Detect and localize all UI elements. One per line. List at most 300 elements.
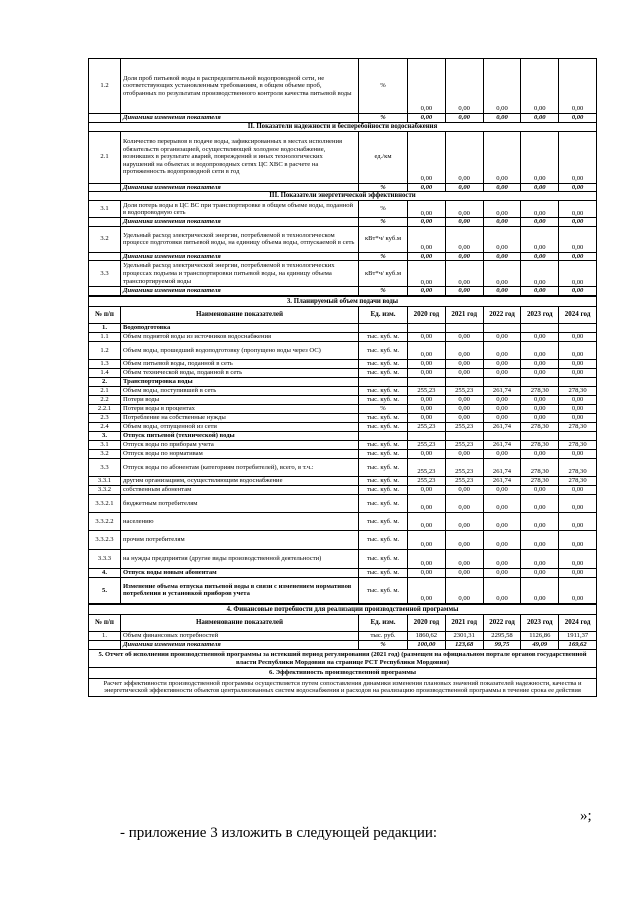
indicator-name: собственным абонентам (121, 485, 359, 494)
indicators-table (88, 58, 597, 296)
col-year-header: 2024 год (559, 306, 597, 323)
value-cell: 0,00 (445, 413, 483, 422)
empty-cell (521, 431, 559, 440)
value-cell: 0,00 (445, 59, 483, 114)
indicator-name: Отпуск воды по абонентам (категориям потребителей), всего, в т.ч.: (121, 458, 359, 476)
empty-cell (89, 114, 121, 123)
value-cell: 0,00 (521, 395, 559, 404)
unit-cell: тыс. куб. м. (359, 422, 408, 431)
value-cell: 0,00 (559, 59, 597, 114)
value-cell: 0,00 (483, 261, 521, 287)
group-heading-row (89, 431, 597, 440)
value-cell: 0,00 (445, 494, 483, 512)
value-cell: 278,30 (521, 440, 559, 449)
value-cell: 2295,58 (483, 631, 521, 640)
value-cell: 0,00 (559, 568, 597, 577)
row-number: 3.3.1 (89, 476, 121, 485)
value-cell: 0,00 (445, 404, 483, 413)
value-cell: 0,00 (483, 131, 521, 183)
empty-cell (445, 431, 483, 440)
indicator-name: Доля проб питьевой воды в распределительной водопроводной сети, не соответствующих установленным требованиям, в общем объеме проб, отобранных по результатам производственного контроля качества питьевой воды (121, 59, 359, 114)
row-number: 1.2 (89, 59, 121, 114)
dynamics-label: Динамика изменения показателя (121, 287, 359, 296)
value-cell: 0,00 (408, 494, 446, 512)
row-number: 3. (89, 431, 121, 440)
value-cell: 278,30 (559, 476, 597, 485)
dynamics-label: Динамика изменения показателя (121, 218, 359, 227)
unit-cell: тыс. куб. м. (359, 568, 408, 577)
value-cell: 0,00 (408, 218, 446, 227)
table-row (89, 476, 597, 485)
value-cell: 0,00 (483, 404, 521, 413)
value-cell: 0,00 (445, 485, 483, 494)
unit-cell: тыс. куб. м. (359, 549, 408, 568)
value-cell: 0,00 (408, 359, 446, 368)
table-row (89, 530, 597, 549)
table-row (89, 577, 597, 603)
unit-cell: % (359, 287, 408, 296)
unit-cell: кВт*ч/ куб.м (359, 261, 408, 287)
empty-cell (521, 377, 559, 386)
value-cell: 0,00 (408, 287, 446, 296)
indicator-name: Отпуск воды по приборам учета (121, 440, 359, 449)
value-cell: 0,00 (483, 494, 521, 512)
col-name-header: Наименование показателей (121, 306, 359, 323)
value-cell: 0,00 (521, 287, 559, 296)
value-cell: 0,00 (559, 404, 597, 413)
value-cell: 0,00 (483, 287, 521, 296)
dynamics-row (89, 640, 597, 649)
value-cell: 0,00 (445, 577, 483, 603)
value-cell: 0,00 (445, 252, 483, 261)
value-cell: 261,74 (483, 386, 521, 395)
value-cell: 0,00 (559, 183, 597, 192)
group-name: Отпуск питьевой (технической) воды (121, 431, 359, 440)
row-number: 3.3.3 (89, 549, 121, 568)
unit-cell: % (359, 59, 408, 114)
row-number: 1.2 (89, 341, 121, 359)
value-cell: 278,30 (559, 422, 597, 431)
value-cell: 0,00 (408, 549, 446, 568)
unit-cell: кВт*ч/ куб.м (359, 226, 408, 252)
value-cell: 0,00 (483, 114, 521, 123)
row-number: 4. (89, 568, 121, 577)
dynamics-label: Динамика изменения показателя (121, 183, 359, 192)
group-name: Транспортировка воды (121, 377, 359, 386)
indicator-name: Потери воды в процентах (121, 404, 359, 413)
row-number: 2. (89, 377, 121, 386)
table-row (89, 131, 597, 183)
table-row (89, 226, 597, 252)
group-name: Водоподготовка (121, 323, 359, 332)
section-title: II. Показатели надежности и бесперебойности водоснабжения (89, 122, 597, 131)
col-unit-header: Ед. изм. (359, 306, 408, 323)
unit-cell: тыс. куб. м. (359, 494, 408, 512)
value-cell: 99,75 (483, 640, 521, 649)
empty-cell (445, 377, 483, 386)
value-cell: 0,00 (445, 332, 483, 341)
indicator-name: населению (121, 512, 359, 530)
indicator-name: Отпуск воды новым абонентам (121, 568, 359, 577)
value-cell: 0,00 (445, 114, 483, 123)
value-cell: 278,30 (559, 440, 597, 449)
unit-cell: тыс. куб. м. (359, 476, 408, 485)
unit-cell: тыс. куб. м. (359, 577, 408, 603)
value-cell: 0,00 (483, 332, 521, 341)
unit-cell: тыс. куб. м. (359, 458, 408, 476)
row-number: 1.4 (89, 368, 121, 377)
empty-cell (445, 323, 483, 332)
table-row (89, 494, 597, 512)
empty-cell (483, 377, 521, 386)
empty-cell (408, 431, 446, 440)
unit-cell: % (359, 114, 408, 123)
value-cell: 0,00 (408, 131, 446, 183)
col-name-header: Наименование показателей (121, 614, 359, 631)
value-cell: 0,00 (521, 59, 559, 114)
value-cell: 0,00 (483, 218, 521, 227)
section-heading (89, 192, 597, 201)
empty-cell (559, 377, 597, 386)
value-cell: 0,00 (408, 449, 446, 458)
indicator-name: Отпуск воды по нормативам (121, 449, 359, 458)
value-cell: 123,68 (445, 640, 483, 649)
unit-cell: % (359, 183, 408, 192)
value-cell: 0,00 (445, 359, 483, 368)
dynamics-row (89, 218, 597, 227)
value-cell: 0,00 (445, 395, 483, 404)
unit-cell: тыс. куб. м. (359, 485, 408, 494)
value-cell: 0,00 (445, 218, 483, 227)
section-heading (89, 122, 597, 131)
value-cell: 0,00 (483, 252, 521, 261)
value-cell: 0,00 (483, 368, 521, 377)
value-cell: 0,00 (559, 577, 597, 603)
value-cell: 0,00 (521, 218, 559, 227)
value-cell: 0,00 (445, 131, 483, 183)
value-cell: 1860,62 (408, 631, 446, 640)
indicator-name: Удельный расход электрической энергии, потребляемой в технологических процессах подъема и транспортировки питьевой воды, на единицу объема транспортируемой воды (121, 261, 359, 287)
table-row (89, 201, 597, 218)
unit-cell: тыс. руб. (359, 631, 408, 640)
value-cell: 0,00 (559, 252, 597, 261)
value-cell: 0,00 (559, 368, 597, 377)
value-cell: 278,30 (521, 422, 559, 431)
table-header (89, 614, 597, 631)
unit-cell: тыс. куб. м. (359, 368, 408, 377)
value-cell: 0,00 (483, 226, 521, 252)
value-cell: 255,23 (408, 422, 446, 431)
row-number: 3.3.2.3 (89, 530, 121, 549)
indicator-name: прочим потребителям (121, 530, 359, 549)
unit-cell: тыс. куб. м. (359, 386, 408, 395)
value-cell: 0,00 (559, 201, 597, 218)
unit-cell: % (359, 640, 408, 649)
value-cell: 0,00 (559, 449, 597, 458)
value-cell: 0,00 (483, 359, 521, 368)
unit-cell: тыс. куб. м. (359, 440, 408, 449)
value-cell: 278,30 (521, 476, 559, 485)
value-cell: 0,00 (521, 577, 559, 603)
value-cell: 0,00 (445, 261, 483, 287)
value-cell: 255,23 (408, 458, 446, 476)
value-cell: 0,00 (521, 494, 559, 512)
indicator-name: Удельный расход электрической энергии, потребляемой в технологическом процессе подготовки питьевой воды, на единицу объема воды, отпускаемой в сеть (121, 226, 359, 252)
col-num-header: № п/п (89, 614, 121, 631)
dynamics-label: Динамика изменения показателя (121, 114, 359, 123)
amendment-line: - приложение 3 изложить в следующей редакции: (120, 825, 438, 841)
table-row (89, 404, 597, 413)
value-cell: 0,00 (559, 332, 597, 341)
value-cell: 0,00 (483, 395, 521, 404)
unit-cell: тыс. куб. м. (359, 359, 408, 368)
empty-cell (559, 323, 597, 332)
value-cell: 0,00 (559, 114, 597, 123)
dynamics-label: Динамика изменения показателя (121, 640, 359, 649)
empty-cell (483, 431, 521, 440)
efficiency-text: Расчет эффективности производственной программы осуществляется путем сопоставления динамики изменения плановых значений показателей надежности, качества и энергетической эффективности объектов централизованных систем водоснабжения и расходов на реализацию производственной программы в течение срока ее действия (89, 678, 597, 696)
row-number: 3.3 (89, 458, 121, 476)
row-number: 2.2.1 (89, 404, 121, 413)
value-cell: 0,00 (408, 404, 446, 413)
value-cell: 0,00 (521, 368, 559, 377)
value-cell: 0,00 (521, 568, 559, 577)
table-header (89, 306, 597, 323)
value-cell: 0,00 (521, 332, 559, 341)
value-cell: 0,00 (408, 59, 446, 114)
value-cell: 255,23 (408, 440, 446, 449)
indicator-name: Доля потерь воды в ЦС ВС при транспортировке в общем объеме воды, поданной в водопроводную сеть (121, 201, 359, 218)
value-cell: 0,00 (521, 131, 559, 183)
empty-cell (89, 640, 121, 649)
value-cell: 1911,37 (559, 631, 597, 640)
value-cell: 0,00 (559, 287, 597, 296)
value-cell: 0,00 (521, 449, 559, 458)
table-row (89, 395, 597, 404)
value-cell: 100,00 (408, 640, 446, 649)
table-row (89, 631, 597, 640)
value-cell: 0,00 (521, 341, 559, 359)
indicator-name: Объем финансовых потребностей (121, 631, 359, 640)
col-year-header: 2024 год (559, 614, 597, 631)
water-supply-volume-title: 3. Планируемый объем подачи воды (89, 296, 597, 306)
value-cell: 0,00 (408, 368, 446, 377)
row-number: 1.3 (89, 359, 121, 368)
value-cell: 0,00 (483, 577, 521, 603)
indicator-name: Объем воды, поступившей в сеть (121, 386, 359, 395)
value-cell: 0,00 (408, 530, 446, 549)
value-cell: 0,00 (483, 549, 521, 568)
indicator-name: Объем воды, отпущенной из сети (121, 422, 359, 431)
value-cell: 261,74 (483, 422, 521, 431)
indicator-name: Потери воды (121, 395, 359, 404)
dynamics-row (89, 114, 597, 123)
value-cell: 255,23 (445, 440, 483, 449)
row-number: 3.2 (89, 449, 121, 458)
value-cell: 0,00 (445, 183, 483, 192)
empty-cell (483, 323, 521, 332)
row-number: 5. (89, 577, 121, 603)
table-row (89, 549, 597, 568)
value-cell: 0,00 (521, 261, 559, 287)
unit-cell: тыс. куб. м. (359, 413, 408, 422)
value-cell: 0,00 (521, 485, 559, 494)
unit-cell: ед./км (359, 131, 408, 183)
value-cell: 278,30 (521, 386, 559, 395)
value-cell: 278,30 (559, 386, 597, 395)
value-cell: 0,00 (559, 530, 597, 549)
dynamics-row (89, 183, 597, 192)
value-cell: 255,23 (408, 386, 446, 395)
value-cell: 0,00 (408, 577, 446, 603)
row-number: 1. (89, 631, 121, 640)
unit-cell: тыс. куб. м. (359, 449, 408, 458)
value-cell: 2301,31 (445, 631, 483, 640)
value-cell: 0,00 (521, 201, 559, 218)
value-cell: 0,00 (445, 449, 483, 458)
value-cell: 0,00 (521, 404, 559, 413)
value-cell: 0,00 (483, 530, 521, 549)
value-cell: 0,00 (521, 114, 559, 123)
value-cell: 0,00 (445, 568, 483, 577)
row-number: 2.1 (89, 131, 121, 183)
col-year-header: 2022 год (483, 614, 521, 631)
row-number: 3.3.2.1 (89, 494, 121, 512)
empty-cell (359, 323, 408, 332)
table-row (89, 440, 597, 449)
empty-cell (359, 431, 408, 440)
value-cell: 0,00 (521, 413, 559, 422)
empty-cell (559, 431, 597, 440)
value-cell: 0,00 (445, 368, 483, 377)
financial-needs-table (88, 604, 597, 697)
row-number: 1.1 (89, 332, 121, 341)
dynamics-label: Динамика изменения показателя (121, 252, 359, 261)
unit-cell: тыс. куб. м. (359, 341, 408, 359)
value-cell: 0,00 (408, 568, 446, 577)
value-cell: 0,00 (559, 485, 597, 494)
value-cell: 0,00 (483, 512, 521, 530)
table-row (89, 458, 597, 476)
table-row (89, 422, 597, 431)
unit-cell: % (359, 218, 408, 227)
value-cell: 0,00 (559, 413, 597, 422)
col-year-header: 2020 год (408, 614, 446, 631)
row-number: 3.2 (89, 226, 121, 252)
table-row (89, 568, 597, 577)
value-cell: 0,00 (445, 226, 483, 252)
value-cell: 0,00 (445, 287, 483, 296)
water-supply-volume-table (88, 296, 597, 604)
value-cell: 0,00 (521, 549, 559, 568)
table-row (89, 59, 597, 114)
value-cell: 278,30 (559, 458, 597, 476)
row-number: 2.1 (89, 386, 121, 395)
value-cell: 0,00 (559, 341, 597, 359)
group-heading-row (89, 377, 597, 386)
value-cell: 0,00 (483, 413, 521, 422)
indicator-name: Изменение объема отпуска питьевой воды в связи с изменением нормативов потребления и установкой приборов учета (121, 577, 359, 603)
empty-cell (521, 323, 559, 332)
value-cell: 278,30 (521, 458, 559, 476)
value-cell: 0,00 (559, 494, 597, 512)
value-cell: 0,00 (408, 413, 446, 422)
financial-needs-title: 4. Финансовые потребности для реализации производственной программы (89, 604, 597, 614)
table-row (89, 332, 597, 341)
value-cell: 0,00 (408, 201, 446, 218)
unit-cell: % (359, 252, 408, 261)
table-row (89, 341, 597, 359)
value-cell: 0,00 (483, 341, 521, 359)
indicator-name: Объем технической воды, поданной в сеть (121, 368, 359, 377)
indicator-name: другим организациям, осуществляющим водоснабжение (121, 476, 359, 485)
value-cell: 0,00 (445, 201, 483, 218)
value-cell: 0,00 (408, 226, 446, 252)
value-cell: 0,00 (559, 395, 597, 404)
row-number: 3.1 (89, 440, 121, 449)
value-cell: 0,00 (521, 226, 559, 252)
row-number: 3.1 (89, 201, 121, 218)
table-row (89, 485, 597, 494)
empty-cell (89, 218, 121, 227)
col-year-header: 2021 год (445, 614, 483, 631)
indicator-name: на нужды предприятия (другие виды производственной деятельности) (121, 549, 359, 568)
table-row (89, 512, 597, 530)
value-cell: 0,00 (445, 549, 483, 568)
value-cell: 261,74 (483, 458, 521, 476)
indicator-name: Потребление на собственные нужды (121, 413, 359, 422)
table-row (89, 368, 597, 377)
value-cell: 0,00 (559, 359, 597, 368)
row-number: 2.3 (89, 413, 121, 422)
value-cell: 0,00 (408, 512, 446, 530)
empty-cell (89, 252, 121, 261)
value-cell: 0,00 (559, 549, 597, 568)
value-cell: 0,00 (521, 183, 559, 192)
table-row (89, 413, 597, 422)
value-cell: 255,23 (445, 476, 483, 485)
unit-cell: тыс. куб. м. (359, 332, 408, 341)
col-num-header: № п/п (89, 306, 121, 323)
row-number: 2.2 (89, 395, 121, 404)
value-cell: 255,23 (445, 458, 483, 476)
value-cell: 255,23 (445, 386, 483, 395)
value-cell: 0,00 (483, 485, 521, 494)
indicator-name: Объем питьевой воды, поданной в сеть (121, 359, 359, 368)
col-unit-header: Ед. изм. (359, 614, 408, 631)
value-cell: 261,74 (483, 440, 521, 449)
value-cell: 0,00 (445, 341, 483, 359)
value-cell: 0,00 (521, 530, 559, 549)
unit-cell: тыс. куб. м. (359, 395, 408, 404)
dynamics-row (89, 252, 597, 261)
value-cell: 49,09 (521, 640, 559, 649)
value-cell: 1126,86 (521, 631, 559, 640)
value-cell: 0,00 (521, 512, 559, 530)
value-cell: 169,62 (559, 640, 597, 649)
unit-cell: % (359, 201, 408, 218)
empty-cell (89, 183, 121, 192)
col-year-header: 2022 год (483, 306, 521, 323)
efficiency-title: 6. Эффективность производственной программы (89, 668, 597, 679)
value-cell: 0,00 (445, 530, 483, 549)
empty-cell (408, 323, 446, 332)
closing-quote: »; (580, 808, 592, 824)
table-row (89, 449, 597, 458)
report-section: 5. Отчет об исполнении производственной программы за истекший период регулирования (2021 год) (размещен на официальном портале органов государственной власти Республики Мордовия на странице РСТ Республики Мордовия) (89, 649, 597, 667)
value-cell: 0,00 (408, 261, 446, 287)
value-cell: 0,00 (408, 114, 446, 123)
